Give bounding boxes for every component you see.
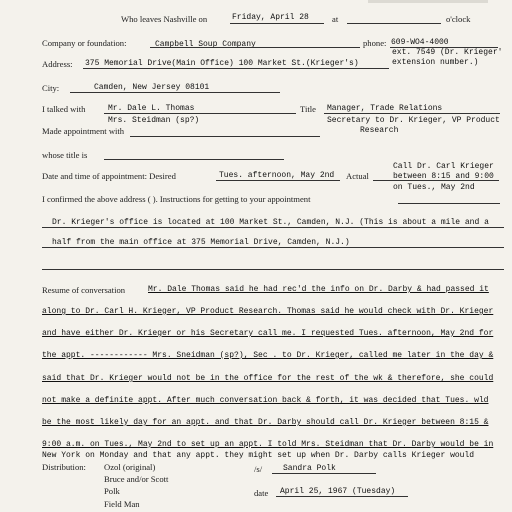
instructions-line-1: Dr. Krieger's office is located at 100 Market St., Camden, N.J. (This is about a mile and a bbox=[52, 218, 489, 227]
instructions-line-2: half from the main office at 375 Memorial Drive, Camden, N.J.) bbox=[52, 238, 350, 247]
resume-line-4: the appt. ------------ Mrs. Sneidman (sp?), Sec . to Dr. Krieger, called me later in the day & bbox=[42, 351, 494, 360]
signature-line bbox=[272, 473, 376, 474]
made-appointment-line bbox=[130, 136, 320, 137]
whose-title-line bbox=[104, 159, 284, 160]
signature-label: /s/ bbox=[254, 464, 263, 474]
address-line bbox=[83, 68, 389, 69]
instructions-rule-3 bbox=[42, 269, 504, 270]
resume-line-7: be the most likely day for an appt. and that Dr. Darby should call Dr. Krieger between 8:15 & bbox=[42, 418, 489, 427]
instructions-rule-1 bbox=[42, 227, 504, 228]
talked-with-label: I talked with bbox=[42, 104, 86, 114]
confirm-label: I confirmed the above address ( ). Instructions for getting to your appointment bbox=[42, 194, 311, 204]
instructions-rule-2 bbox=[42, 247, 504, 248]
contact-title-2-cont: Research bbox=[360, 126, 399, 135]
city-label: City: bbox=[42, 83, 60, 93]
made-appointment-label: Made appointment with bbox=[42, 126, 125, 136]
contact-title-2: Secretary to Dr. Krieger, VP Product bbox=[327, 116, 500, 125]
city-value: Camden, New Jersey 08101 bbox=[94, 83, 210, 92]
city-line bbox=[70, 92, 280, 93]
whose-title-label: whose title is bbox=[42, 150, 88, 160]
title-label: Title bbox=[300, 104, 316, 114]
address-value: 375 Memorial Drive(Main Office) 100 Market St.(Krieger's) bbox=[85, 59, 359, 68]
resume-line-9: New York on Monday and that any appt. they might set up when Dr. Darby calls Krieger would bbox=[42, 451, 475, 460]
departure-date-line bbox=[230, 23, 324, 24]
phone-extension: ext. 7549 (Dr. Krieger' bbox=[392, 48, 503, 57]
desired-appointment: Tues. afternoon, May 2nd bbox=[219, 171, 335, 180]
confirm-line bbox=[398, 203, 500, 204]
contact-person-1: Mr. Dale L. Thomas bbox=[108, 104, 195, 113]
top-edge-mark bbox=[368, 0, 488, 3]
at-label: at bbox=[332, 14, 339, 24]
company-line bbox=[150, 47, 360, 48]
actual-appointment-3: on Tues., May 2nd bbox=[393, 183, 475, 192]
phone-value: 609-WO4-4000 bbox=[391, 38, 449, 47]
address-label: Address: bbox=[42, 59, 73, 69]
time-line bbox=[347, 23, 441, 24]
distribution-item: Polk bbox=[104, 486, 120, 496]
title-line bbox=[324, 113, 500, 114]
distribution-item: Ozol (original) bbox=[104, 462, 156, 472]
departure-date: Friday, April 28 bbox=[232, 13, 309, 22]
distribution-item: Bruce and/or Scott bbox=[104, 474, 169, 484]
desired-line bbox=[216, 180, 340, 181]
report-date-line bbox=[276, 496, 408, 497]
distribution-item: Field Man bbox=[104, 499, 140, 509]
resume-line-3: and have either Dr. Krieger or his Secretary call me. I requested Tues. afternoon, May 2nd for bbox=[42, 329, 494, 338]
report-date: April 25, 1967 (Tuesday) bbox=[280, 487, 396, 496]
oclock-label: o'clock bbox=[446, 14, 471, 24]
resume-line-5: said that Dr. Krieger would not be in the office for the rest of the wk & therefore, she could bbox=[42, 374, 494, 383]
resume-line-2: along to Dr. Carl H. Krieger, VP Product Research. Thomas said he would check with Dr. Krieger bbox=[42, 307, 494, 316]
company-label: Company or foundation: bbox=[42, 38, 127, 48]
who-leaves-label: Who leaves Nashville on bbox=[121, 14, 208, 24]
actual-label: Actual bbox=[346, 171, 369, 181]
actual-line bbox=[373, 180, 499, 181]
actual-appointment-1: Call Dr. Carl Krieger bbox=[393, 162, 494, 171]
date-label: date bbox=[254, 488, 269, 498]
company-value: Campbell Soup Company bbox=[155, 40, 256, 49]
actual-appointment-2: between 8:15 and 9:00 bbox=[393, 172, 494, 181]
signature-name: Sandra Polk bbox=[283, 464, 336, 473]
appointment-label: Date and time of appointment: Desired bbox=[42, 171, 176, 181]
resume-line-8: 9:00 a.m. on Tues., May 2nd to set up an appt. I told Mrs. Steidman that Dr. Darby would be in bbox=[42, 440, 494, 449]
contact-title-1: Manager, Trade Relations bbox=[327, 104, 443, 113]
distribution-label: Distribution: bbox=[42, 462, 86, 472]
resume-line-6: not make a definite appt. After much conversation back & forth, it was decided that Tues. wld bbox=[42, 396, 489, 405]
phone-extension-note: extension number.) bbox=[392, 58, 479, 67]
resume-line-1: Mr. Dale Thomas said he had rec'd the info on Dr. Darby & had passed it bbox=[148, 285, 489, 294]
phone-label: phone: bbox=[363, 38, 387, 48]
contact-line bbox=[104, 113, 296, 114]
contact-person-2: Mrs. Steidman (sp?) bbox=[108, 116, 200, 125]
resume-label: Resume of conversation bbox=[42, 285, 126, 295]
